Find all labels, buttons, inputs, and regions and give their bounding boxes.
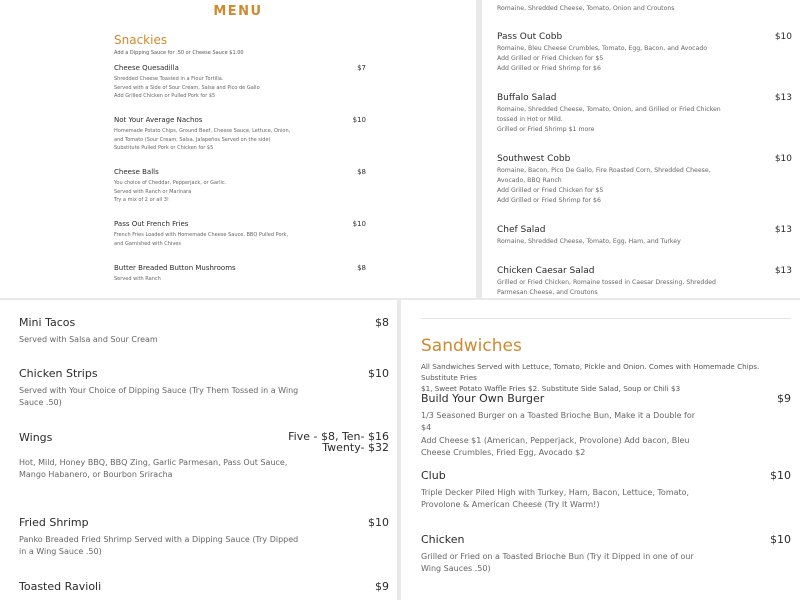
item-desc: Hot, Mild, Honey BBQ, BBQ Zing, Garlic Parmesan, Pass Out Sauce, Mango Habanero, or Bourbon Sriracha [19,458,288,480]
item-name: Cheese Quesadilla [114,64,179,72]
snackies-subtitle: Add a Dipping Sauce for .50 or Cheese Sauce $1.00 [114,50,244,56]
item-desc: Romaine, Shredded Cheese, Tomato, Onion, and Grilled or Fried Chicken tossed in Hot or Mild. Grilled or Fried Shrimp $1 more [497,106,721,133]
item-price: $9 [375,580,389,593]
sandwiches-subtitle: All Sandwiches Served with Lettuce, Tomato, Pickle and Onion. Comes with Homemade Chips. Substitute Fries $1, Sweet Potato Waffle Fries $2. Substitute Side Salad, Soup or Chili $3 [421,362,760,393]
sandwiches-panel [401,300,800,600]
item-name: Fried Shrimp [19,516,89,529]
apps-panel [0,300,397,600]
item-name: Toasted Ravioli [19,580,102,593]
item-price: $8 [357,264,366,272]
item-name: Wings [19,431,53,444]
item-name: Chicken Caesar Salad [497,266,595,276]
item-price: $10 [368,367,389,380]
item-desc: Romaine, Shredded Cheese, Tomato, Egg, Ham, and Turkey [497,238,681,245]
sandwiches-title: Sandwiches [421,336,522,356]
item-desc: Romaine, Bleu Cheese Crumbles, Tomato, Egg, Bacon, and Avocado Add Grilled or Fried Chicken for $5 Add Grilled or Fried Shrimp for $6 [497,45,708,72]
item-desc: Panko Breaded Fried Shrimp Served with a Dipping Sauce (Try Dipped in a Wing Sauce .50) [19,535,299,557]
item-desc: You choice of Cheddar, Pepperjack, or Garlic. Served with Ranch or Marinara Try a mix of 2 or all 3! [114,180,227,204]
snackies-panel [0,0,476,298]
item-price: Five - $8, Ten- $16 Twenty- $32 [288,430,389,454]
item-name: Chicken [421,533,465,546]
item-price: $8 [375,316,389,329]
item-price: $10 [770,469,791,482]
item-desc: Grilled or Fried on a Toasted Brioche Bun (Try it Dipped in one of our Wing Sauces .50) [421,552,694,574]
item-name: Buffalo Salad [497,93,557,103]
item-price: $13 [774,225,792,235]
item-price: $10 [368,516,389,529]
item-price: $8 [357,168,366,176]
item-name: Pass Out French Fries [114,220,189,228]
item-name: Chicken Strips [19,367,98,380]
item-price: $10 [774,32,792,42]
item-desc: Homemade Potato Chips, Ground Beef, Cheese Sauce, Lettuce, Onion, and Tomato (Sour Cream, Salsa, Jalapeños Served on the side) Substitute Pulled Pork or Chicken for $5 [114,128,291,152]
item-name: Build Your Own Burger [421,392,545,405]
item-desc: Served with Ranch [114,276,161,282]
item-desc: Shredded Cheese Toasted in a Flour Tortilla. Served with a Side of Sour Cream, Salsa and Pico de Gallo Add Grilled Chicken or Pulled Pork for $5 [114,76,260,100]
menu-title: MENU [213,4,263,19]
salads-panel [482,0,800,298]
item-price: $13 [774,266,792,276]
item-desc: Grilled or Fried Chicken, Romaine tossed in Caesar Dressing, Shredded Parmesan Cheese, and Croutons [497,279,716,296]
item-price: $13 [774,93,792,103]
snackies-title: Snackies [114,33,168,47]
item-price: $10 [352,116,366,124]
item-name: Pass Out Cobb [497,32,563,42]
item-name: Southwest Cobb [497,154,571,164]
item-price: $9 [777,392,791,405]
item-name: Not Your Average Nachos [114,116,203,124]
item-name: Mini Tacos [19,316,76,329]
salad-top-line: Romaine, Shredded Cheese, Tomato, Onion and Croutons [497,5,675,12]
item-name: Chef Salad [497,225,546,235]
item-desc: Served with Your Choice of Dipping Sauce (Try Them Tossed in a Wing Sauce .50) [19,386,299,408]
item-price: $10 [774,154,792,164]
item-name: Cheese Balls [114,168,159,176]
item-price: $7 [357,64,366,72]
item-desc: 1/3 Seasoned Burger on a Toasted Brioche Bun, Make it a Double for $4 Add Cheese $1 (American, Pepperjack, Provolone) Add bacon, Bleu Cheese Crumbles, Fried Egg, Avocado $2 [421,411,696,457]
item-desc: French Fries Loaded with Homemade Cheese Sauce, BBQ Pulled Pork, and Garnished with Chives [114,232,289,247]
divider [421,318,791,319]
item-desc: Triple Decker Piled High with Turkey, Ham, Bacon, Lettuce, Tomato, Provolone & American Cheese (Try It Warm!) [421,488,690,510]
item-desc: Romaine, Bacon, Pico De Gallo, Fire Roasted Corn, Shredded Cheese, Avocado, BBQ Ranch Add Grilled or Fried Chicken for $5 Add Grilled or Fried Shrimp for $6 [497,167,711,204]
item-desc: Served with Salsa and Sour Cream [19,335,158,344]
item-price: $10 [770,533,791,546]
item-price: $10 [352,220,366,228]
item-name: Butter Breaded Button Mushrooms [114,264,236,272]
item-name: Club [421,469,446,482]
